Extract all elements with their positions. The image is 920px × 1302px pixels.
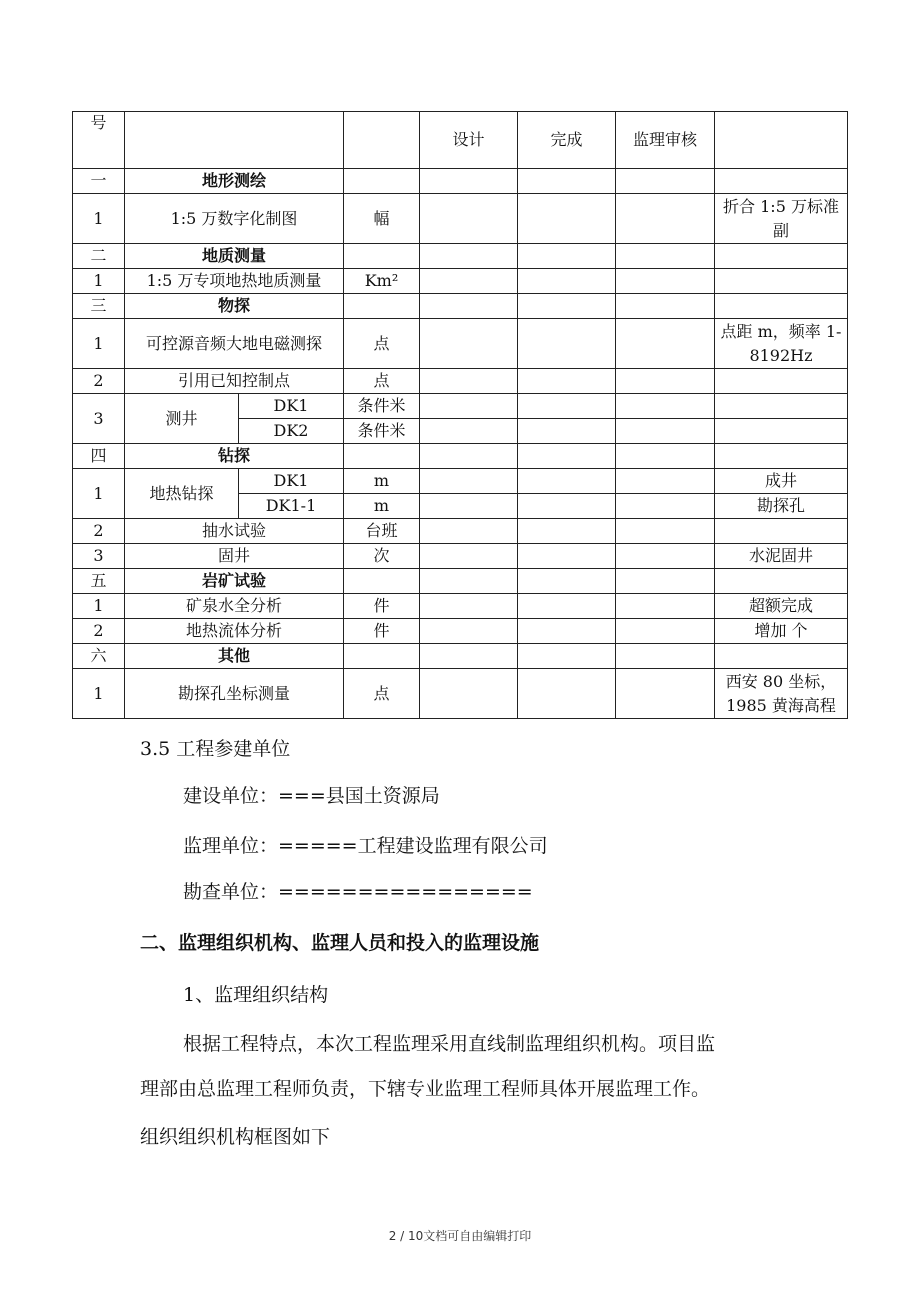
sub-item: DK1 (239, 469, 344, 494)
item-note: 折合 1:5 万标准副 (715, 194, 848, 244)
item-note: 西安 80 坐标，1985 黄海高程 (715, 669, 848, 719)
item-name: 矿泉水全分析 (125, 594, 344, 619)
row-no: 3 (73, 544, 125, 569)
section-no: 六 (73, 644, 125, 669)
item-unit: 点 (344, 669, 420, 719)
section-heading-3-5: 3.5 工程参建单位 (140, 738, 291, 760)
section-row (73, 169, 848, 194)
item-name: 测井 (125, 394, 239, 444)
section-row (73, 444, 848, 469)
section-no: 五 (73, 569, 125, 594)
table-row (73, 544, 848, 569)
section-row (73, 644, 848, 669)
section-no: 四 (73, 444, 125, 469)
table-row (73, 519, 848, 544)
item-unit: m (344, 494, 420, 519)
section-row (73, 569, 848, 594)
section-row (73, 244, 848, 269)
table-row (73, 394, 848, 419)
paragraph-line: 理部由总监理工程师负责，下辖专业监理工程师具体开展监理工作。 (140, 1078, 711, 1100)
row-no: 2 (73, 619, 125, 644)
section-title: 地形测绘 (125, 169, 344, 194)
sub-heading: 1、监理组织结构 (183, 984, 329, 1006)
section-no: 二 (73, 244, 125, 269)
section-title: 钻探 (125, 444, 344, 469)
item-note: 点距 m，频率 1-8192Hz (715, 319, 848, 369)
table-row (73, 269, 848, 294)
row-no: 1 (73, 194, 125, 244)
table-row (73, 194, 848, 244)
item-note: 水泥固井 (715, 544, 848, 569)
item-unit: 件 (344, 594, 420, 619)
work-quantity-table (72, 111, 848, 719)
supervise-unit-line: 监理单位：=====工程建设监理有限公司 (183, 835, 548, 857)
chapter-heading: 二、监理组织机构、监理人员和投入的监理设施 (140, 932, 540, 954)
table-row (73, 594, 848, 619)
item-unit: 幅 (344, 194, 420, 244)
header-no: 号 (73, 112, 125, 169)
sub-item: DK2 (239, 419, 344, 444)
header-design: 设计 (420, 112, 518, 169)
row-no: 2 (73, 369, 125, 394)
build-unit-line: 建设单位：===县国土资源局 (183, 785, 440, 807)
sub-item: DK1-1 (239, 494, 344, 519)
section-title: 其他 (125, 644, 344, 669)
item-name: 可控源音频大地电磁测探 (125, 319, 344, 369)
item-note: 成井 (715, 469, 848, 494)
paragraph-line: 根据工程特点，本次工程监理采用直线制监理组织机构。项目监 (183, 1033, 716, 1055)
item-name: 勘探孔坐标测量 (125, 669, 344, 719)
item-name: 抽水试验 (125, 519, 344, 544)
item-unit: 条件米 (344, 419, 420, 444)
item-unit: 点 (344, 319, 420, 369)
item-unit: Km² (344, 269, 420, 294)
section-row (73, 294, 848, 319)
item-note: 增加 个 (715, 619, 848, 644)
item-unit: 件 (344, 619, 420, 644)
row-no: 1 (73, 269, 125, 294)
table-row (73, 619, 848, 644)
item-note: 勘探孔 (715, 494, 848, 519)
item-note: 超额完成 (715, 594, 848, 619)
item-unit: 条件米 (344, 394, 420, 419)
item-unit: m (344, 469, 420, 494)
item-name: 引用已知控制点 (125, 369, 344, 394)
row-no: 3 (73, 394, 125, 444)
table-row (73, 469, 848, 494)
table-row (73, 669, 848, 719)
survey-unit-line: 勘查单位：================ (183, 881, 533, 903)
item-unit: 台班 (344, 519, 420, 544)
item-name: 1:5 万专项地热地质测量 (125, 269, 344, 294)
row-no: 1 (73, 469, 125, 519)
table-row (73, 369, 848, 394)
header-complete: 完成 (518, 112, 616, 169)
item-unit: 次 (344, 544, 420, 569)
item-name: 地热流体分析 (125, 619, 344, 644)
row-no: 1 (73, 319, 125, 369)
row-no: 1 (73, 669, 125, 719)
row-no: 2 (73, 519, 125, 544)
item-unit: 点 (344, 369, 420, 394)
item-name: 1:5 万数字化制图 (125, 194, 344, 244)
row-no: 1 (73, 594, 125, 619)
paragraph-line: 组织组织机构框图如下 (140, 1126, 331, 1148)
item-name: 地热钻探 (125, 469, 239, 519)
section-title: 地质测量 (125, 244, 344, 269)
header-review: 监理审核 (616, 112, 715, 169)
section-no: 三 (73, 294, 125, 319)
page-footer: 2 / 10文档可自由编辑打印 (388, 1229, 532, 1243)
table-row (73, 319, 848, 369)
section-title: 岩矿试验 (125, 569, 344, 594)
item-name: 固井 (125, 544, 344, 569)
section-title: 物探 (125, 294, 344, 319)
section-no: 一 (73, 169, 125, 194)
sub-item: DK1 (239, 394, 344, 419)
table-header-row (73, 112, 848, 169)
